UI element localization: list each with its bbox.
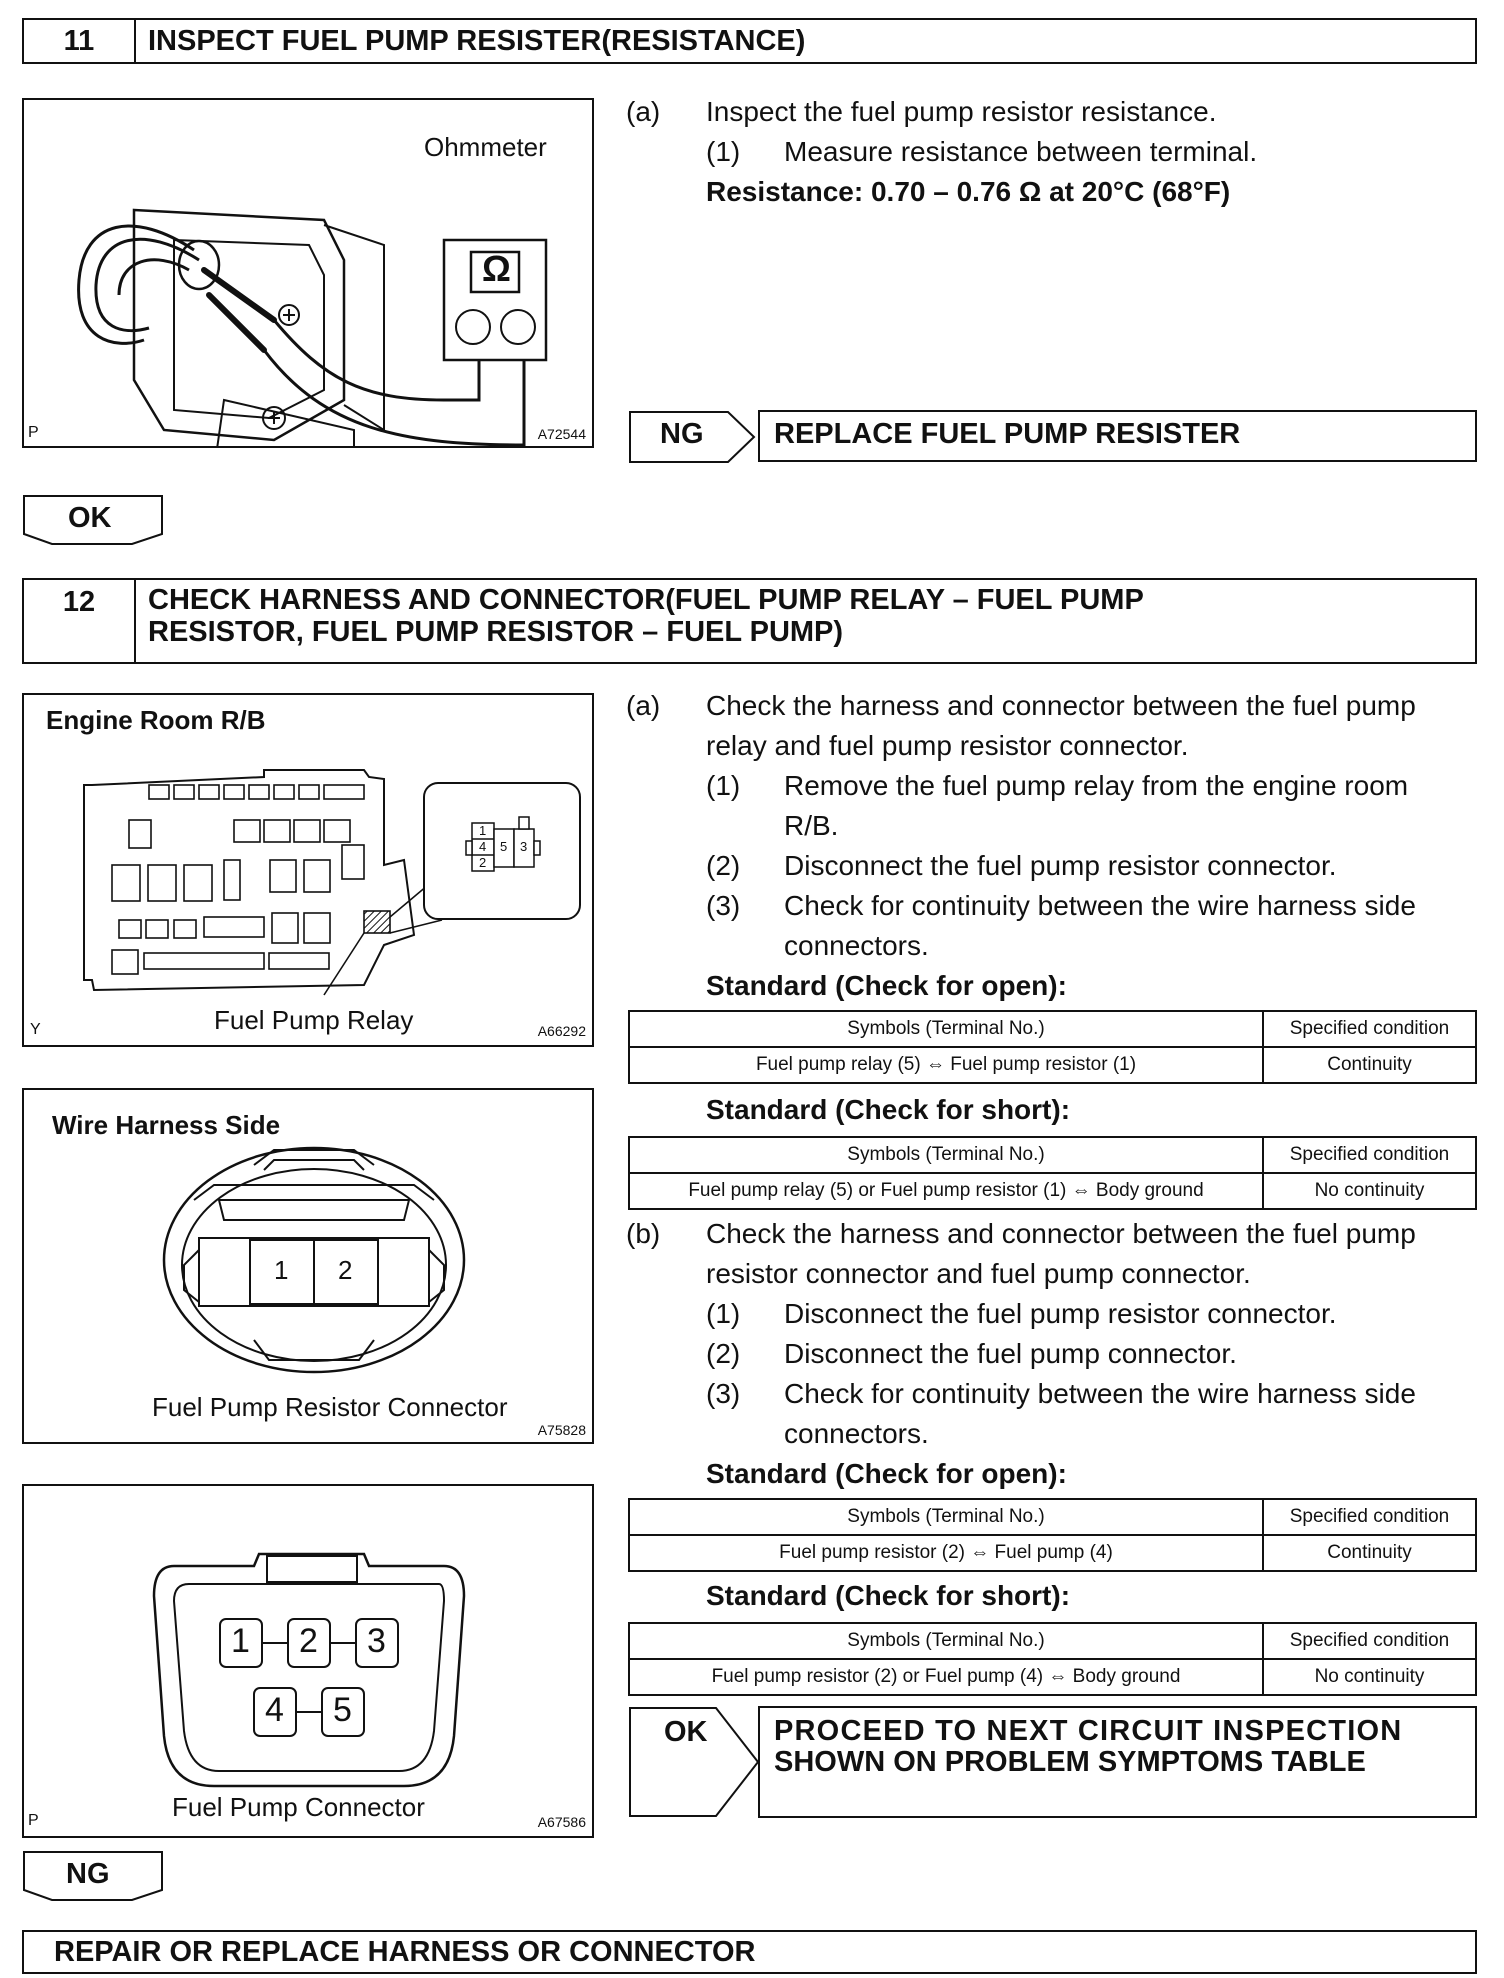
pin-label: 2 bbox=[479, 855, 487, 870]
fig1-letter: Y bbox=[30, 1021, 41, 1038]
table-row bbox=[629, 1173, 1476, 1209]
cell-condition: Continuity bbox=[1263, 1047, 1476, 1083]
table-a-short bbox=[628, 1136, 1477, 1210]
step-title-line1: CHECK HARNESS AND CONNECTOR(FUEL PUMP RELAY – FUEL PUMP bbox=[148, 584, 1144, 616]
cell-condition: No continuity bbox=[1263, 1659, 1476, 1695]
cell-condition: Continuity bbox=[1263, 1535, 1476, 1571]
cell-symbols: Fuel pump relay (5) ⇔ Fuel pump resistor (1) bbox=[629, 1047, 1263, 1083]
pin-label: 4 bbox=[479, 839, 487, 854]
figure-wire-harness-side bbox=[22, 1088, 594, 1444]
figure-letter: P bbox=[28, 424, 39, 441]
col-symbols: Symbols (Terminal No.) bbox=[629, 1499, 1263, 1535]
pin-label: 2 bbox=[338, 1255, 353, 1285]
step11-a-label: (a) bbox=[626, 96, 661, 127]
std-short-b: Standard (Check for short): bbox=[706, 1580, 1071, 1611]
step12-a-sub3-line1: Check for continuity between the wire harness side bbox=[784, 890, 1416, 921]
table-header-row bbox=[629, 1499, 1476, 1535]
table-row bbox=[629, 1659, 1476, 1695]
step-number: 12 bbox=[24, 580, 136, 662]
step12-ng-label: NG bbox=[66, 1858, 110, 1890]
figure-fuel-pump-connector bbox=[22, 1484, 594, 1838]
pump-connector-illustration bbox=[24, 1486, 592, 1836]
step12-b-text-1: Check the harness and connector between the fuel pump bbox=[706, 1218, 1416, 1249]
ok-result-line1: PROCEED TO NEXT CIRCUIT INSPECTION bbox=[774, 1715, 1403, 1747]
col-condition: Specified condition bbox=[1263, 1137, 1476, 1173]
step12-b-sub2-label: (2) bbox=[706, 1338, 741, 1369]
col-condition: Specified condition bbox=[1263, 1499, 1476, 1535]
step11-ng-result-text: REPLACE FUEL PUMP RESISTER bbox=[774, 418, 1241, 450]
step11-ok-label: OK bbox=[68, 502, 112, 534]
table-header-row bbox=[629, 1623, 1476, 1659]
step12-a-sub2-label: (2) bbox=[706, 850, 741, 881]
ohmmeter-label: Ohmmeter bbox=[424, 132, 547, 162]
pin-label: 2 bbox=[299, 1622, 318, 1660]
step-number: 11 bbox=[24, 20, 136, 62]
step12-ok-label: OK bbox=[664, 1716, 708, 1748]
std-open-b: Standard (Check for open): bbox=[706, 1458, 1067, 1489]
table-header-row bbox=[629, 1137, 1476, 1173]
step-title-line2: RESISTOR, FUEL PUMP RESISTOR – FUEL PUMP) bbox=[148, 616, 844, 648]
step12-a-sub1-line1: Remove the fuel pump relay from the engine room bbox=[784, 770, 1409, 801]
step-title: INSPECT FUEL PUMP RESISTER(RESISTANCE) bbox=[148, 25, 806, 57]
std-open-a: Standard (Check for open): bbox=[706, 970, 1067, 1001]
fig3-code: A67586 bbox=[537, 1814, 586, 1830]
table-header-row bbox=[629, 1011, 1476, 1047]
table-row bbox=[629, 1535, 1476, 1571]
col-condition: Specified condition bbox=[1263, 1623, 1476, 1659]
pin-label: 5 bbox=[500, 839, 508, 854]
pin-label: 1 bbox=[231, 1622, 250, 1660]
ok-result-line2: SHOWN ON PROBLEM SYMPTOMS TABLE bbox=[774, 1746, 1366, 1778]
pin-label: 3 bbox=[367, 1622, 386, 1660]
fig2-title: Wire Harness Side bbox=[52, 1110, 281, 1140]
fig3-letter: P bbox=[28, 1812, 39, 1829]
step12-b-sub2-line1: Disconnect the fuel pump connector. bbox=[784, 1338, 1237, 1369]
resistor-connector-illustration bbox=[24, 1090, 592, 1442]
fig1-caption: Fuel Pump Relay bbox=[214, 1005, 414, 1035]
pin-label: 1 bbox=[274, 1255, 289, 1285]
step12-b-sub1-label: (1) bbox=[706, 1298, 741, 1329]
step12-a-label: (a) bbox=[626, 690, 661, 721]
figure-ohmmeter-resistor bbox=[22, 98, 594, 448]
cell-symbols: Fuel pump relay (5) or Fuel pump resistor (1) ⇔ Body ground bbox=[629, 1173, 1263, 1209]
table-b-short bbox=[628, 1622, 1477, 1696]
step12-a-text-2: relay and fuel pump resistor connector. bbox=[706, 730, 1189, 761]
step12-ok-result bbox=[758, 1706, 1477, 1818]
step11-sub1-text: Measure resistance between terminal. bbox=[784, 136, 1258, 167]
figure-engine-room-rb bbox=[22, 693, 594, 1047]
figure-code: A72544 bbox=[537, 426, 586, 442]
step12-a-sub3-label: (3) bbox=[706, 890, 741, 921]
fig3-caption: Fuel Pump Connector bbox=[172, 1792, 425, 1822]
step12-a-sub1-label: (1) bbox=[706, 770, 741, 801]
step12-a-sub2-line1: Disconnect the fuel pump resistor connector. bbox=[784, 850, 1337, 881]
step12-b-sub1-line1: Disconnect the fuel pump resistor connector. bbox=[784, 1298, 1337, 1329]
final-result-box bbox=[22, 1930, 1477, 1974]
std-short-a: Standard (Check for short): bbox=[706, 1094, 1071, 1125]
step-11-header bbox=[22, 18, 1477, 64]
pin-label: 4 bbox=[265, 1691, 284, 1729]
step11-spec: Resistance: 0.70 – 0.76 Ω at 20°C (68°F) bbox=[706, 176, 1231, 207]
col-symbols: Symbols (Terminal No.) bbox=[629, 1011, 1263, 1047]
col-condition: Specified condition bbox=[1263, 1011, 1476, 1047]
fig1-code: A66292 bbox=[537, 1023, 586, 1039]
fig1-title: Engine Room R/B bbox=[46, 705, 266, 735]
step11-sub1-label: (1) bbox=[706, 136, 741, 167]
step-title bbox=[136, 580, 1156, 662]
final-result-text: REPAIR OR REPLACE HARNESS OR CONNECTOR bbox=[54, 1936, 756, 1968]
step-12-header bbox=[22, 578, 1477, 664]
cell-symbols: Fuel pump resistor (2) or Fuel pump (4) ⇔ Body ground bbox=[629, 1659, 1263, 1695]
step12-a-sub3-line2: connectors. bbox=[784, 930, 929, 961]
pin-label: 3 bbox=[520, 839, 528, 854]
step12-b-sub3-line2: connectors. bbox=[784, 1418, 929, 1449]
step11-ng-result bbox=[758, 410, 1477, 462]
step12-b-sub3-label: (3) bbox=[706, 1378, 741, 1409]
step12-b-sub3-line1: Check for continuity between the wire harness side bbox=[784, 1378, 1416, 1409]
pin-label: 5 bbox=[333, 1691, 352, 1729]
fig2-code: A75828 bbox=[537, 1422, 586, 1438]
cell-symbols: Fuel pump resistor (2) ⇔ Fuel pump (4) bbox=[629, 1535, 1263, 1571]
pin-label: 1 bbox=[479, 823, 487, 838]
col-symbols: Symbols (Terminal No.) bbox=[629, 1623, 1263, 1659]
cell-condition: No continuity bbox=[1263, 1173, 1476, 1209]
step12-b-label: (b) bbox=[626, 1218, 661, 1249]
step12-a-text-1: Check the harness and connector between the fuel pump bbox=[706, 690, 1416, 721]
step12-a-sub1-line2: R/B. bbox=[784, 810, 839, 841]
col-symbols: Symbols (Terminal No.) bbox=[629, 1137, 1263, 1173]
table-row bbox=[629, 1047, 1476, 1083]
fig2-caption: Fuel Pump Resistor Connector bbox=[152, 1392, 508, 1422]
step12-b-text-2: resistor connector and fuel pump connector. bbox=[706, 1258, 1251, 1289]
relay-box-illustration bbox=[24, 695, 592, 1045]
table-a-open bbox=[628, 1010, 1477, 1084]
step11-a-text: Inspect the fuel pump resistor resistance. bbox=[706, 96, 1217, 127]
table-b-open bbox=[628, 1498, 1477, 1572]
step11-ng-label: NG bbox=[660, 418, 704, 450]
ohm-symbol: Ω bbox=[482, 248, 511, 289]
